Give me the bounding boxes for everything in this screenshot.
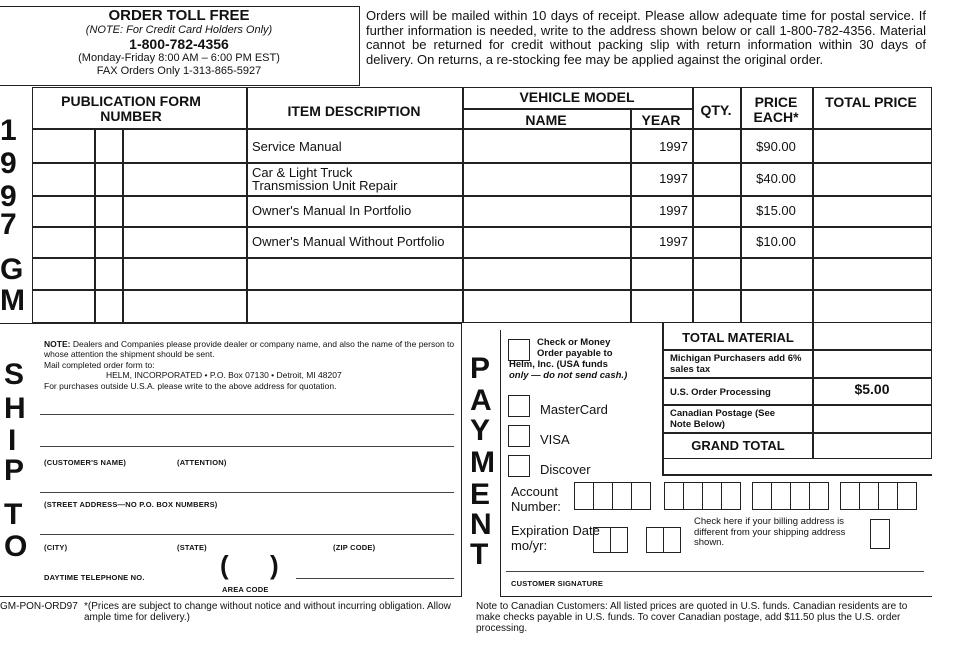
ship-letter-o: O — [4, 530, 28, 563]
ship-note-text: Dealers and Companies please provide dealer or company name, and also the name of the person to whose attention the shipment should be sent. — [44, 339, 455, 359]
side-letter-1: 1 — [0, 114, 17, 147]
order-title: ORDER TOLL FREE — [108, 7, 250, 24]
pay-letter-a: A — [470, 384, 492, 417]
grand-total-label: GRAND TOTAL — [691, 438, 785, 453]
billing-different-note: Check here if your billing address is different from your shipping address shown. — [694, 516, 846, 548]
area-code-close-paren: ) — [270, 550, 279, 580]
account-digit-box[interactable] — [702, 482, 722, 510]
mastercard-label: MasterCard — [540, 402, 608, 417]
row-1-year: 1997 — [659, 138, 688, 154]
ship-letter-p: P — [4, 454, 25, 487]
col-line-qty — [692, 87, 694, 323]
account-digit-box[interactable] — [878, 482, 898, 510]
street-label: (STREET ADDRESS—NO P.O. BOX NUMBERS) — [44, 500, 218, 509]
ship-letter-h: H — [4, 392, 26, 425]
row-4-item: Owner's Manual Without Portfolio — [252, 234, 445, 249]
row-line-4 — [32, 257, 932, 259]
pay-letter-y: Y — [470, 414, 491, 447]
account-digit-box[interactable] — [809, 482, 829, 510]
check-line-2: Order payable to — [537, 348, 613, 359]
col-publication-header: PUBLICATION FORM NUMBER — [61, 93, 201, 124]
col-name-header: NAME — [525, 112, 567, 128]
total-material-label: TOTAL MATERIAL — [682, 330, 794, 345]
account-digit-box[interactable] — [721, 482, 741, 510]
ship-line-name — [40, 446, 454, 447]
row-3-year: 1997 — [659, 203, 688, 218]
ship-note-label: NOTE: — [44, 339, 71, 349]
row-1-price: $90.00 — [756, 138, 796, 154]
col-price-header: PRICE EACH* — [753, 94, 799, 125]
vehicle-sub-divider — [462, 108, 692, 110]
check-line-3: Helm, Inc. (USA funds — [509, 359, 608, 370]
visa-label: VISA — [540, 432, 570, 447]
account-digit-box[interactable] — [859, 482, 879, 510]
account-digit-box[interactable] — [593, 482, 613, 510]
us-processing-label: U.S. Order Processing — [670, 387, 771, 398]
billing-different-checkbox[interactable] — [870, 519, 890, 549]
row-2-item: Car & Light Truck Transmission Unit Repair — [252, 164, 398, 193]
totals-row-4 — [662, 432, 932, 434]
account-digit-box[interactable] — [771, 482, 791, 510]
ship-letter-t: T — [4, 498, 23, 531]
row-4-year: 1997 — [659, 234, 688, 249]
col-vehicle-header: VEHICLE MODEL — [519, 89, 635, 105]
exp-month-box-1[interactable] — [593, 527, 611, 553]
side-letter-7: 7 — [0, 208, 17, 241]
ship-line-city — [40, 534, 454, 535]
mastercard-checkbox[interactable] — [508, 395, 530, 417]
ship-mail-to: Mail completed order form to: — [44, 360, 155, 370]
check-money-order-text — [509, 337, 659, 381]
row-2-price: $40.00 — [756, 171, 796, 186]
account-digit-box[interactable] — [664, 482, 684, 510]
account-digit-box[interactable] — [752, 482, 772, 510]
ship-line-street — [40, 492, 454, 493]
discover-checkbox[interactable] — [508, 455, 530, 477]
side-letter-9a: 9 — [0, 147, 17, 180]
totals-row-2 — [662, 377, 932, 379]
area-code-open-paren: ( — [220, 550, 229, 580]
account-number-label: Account Number: — [511, 484, 561, 514]
account-digit-box[interactable] — [897, 482, 917, 510]
order-phone: 1-800-782-4356 — [129, 36, 229, 52]
col-item-header: ITEM DESCRIPTION — [287, 103, 421, 119]
ship-line-1 — [40, 414, 454, 415]
phone-line — [296, 578, 454, 579]
payment-method-bottom — [662, 474, 932, 476]
customer-name-label: (CUSTOMER'S NAME) — [44, 458, 127, 467]
canadian-note: Note to Canadian Customers: All listed prices are quoted in U.S. funds. Canadian residents are to make checks payable in U.S. funds. To cover Canadian postage, add $11.50 plus the U.S. order processing. — [476, 601, 908, 634]
customer-signature-label: CUSTOMER SIGNATURE — [511, 579, 604, 588]
col-qty-header: QTY. — [700, 102, 732, 118]
ship-address: HELM, INCORPORATED • P.O. Box 07130 • Detroit, MI 48207 — [106, 370, 342, 380]
account-digit-box[interactable] — [840, 482, 860, 510]
pay-letter-p: P — [470, 352, 491, 385]
mail-notice: Orders will be mailed within 10 days of receipt. Please allow adequate time for postal service. If further information is needed, write to the address shown below or call 1-800-782-4356. Material cannot be returned for credit without packing slip with return information within 30 days of delivery. On returns, a re-stocking fee may be applied against the original order. — [366, 8, 926, 67]
expiration-label: Expiration Date mo/yr: — [511, 523, 600, 553]
col-total-header: TOTAL PRICE — [825, 94, 917, 110]
attention-label: (ATTENTION) — [177, 458, 227, 467]
side-letter-g: G — [0, 253, 24, 286]
col-year-header: YEAR — [641, 112, 681, 128]
signature-line — [506, 571, 924, 572]
row-line-5 — [32, 289, 932, 291]
account-digit-box[interactable] — [683, 482, 703, 510]
col-line-name — [462, 87, 464, 323]
ship-letter-i: I — [8, 424, 17, 457]
exp-year-box-2[interactable] — [663, 527, 681, 553]
pay-letter-t: T — [470, 538, 489, 571]
state-label: (STATE) — [177, 543, 207, 552]
col-line-total — [812, 87, 814, 323]
check-line-4: only — do not send cash.) — [509, 370, 628, 381]
account-digit-box[interactable] — [790, 482, 810, 510]
exp-year-box-1[interactable] — [646, 527, 664, 553]
form-code: GM-PON-ORD97 — [0, 601, 78, 612]
order-fax: FAX Orders Only 1-313-865-5927 — [96, 65, 262, 77]
account-digit-box[interactable] — [612, 482, 632, 510]
pay-letter-m: M — [470, 446, 495, 479]
us-processing-value: $5.00 — [854, 381, 890, 397]
row-4-price: $10.00 — [756, 234, 796, 249]
col-line-item — [246, 87, 248, 323]
ship-outside: For purchases outside U.S.A. please write to the above address for quotation. — [44, 381, 337, 391]
row-3-price: $15.00 — [756, 203, 796, 218]
ship-note — [44, 339, 456, 359]
pay-letter-e: E — [470, 478, 491, 511]
account-digit-box[interactable] — [574, 482, 594, 510]
prices-note: *(Prices are subject to change without notice and without incurring obligation. Allow ample time for delivery.) — [84, 601, 451, 623]
discover-label: Discover — [540, 462, 591, 477]
area-code-label: AREA CODE — [222, 585, 269, 594]
order-toll-free-block — [0, 8, 358, 78]
check-line-1: Check or Money — [537, 337, 611, 348]
ship-letter-s: S — [4, 358, 25, 391]
account-digit-box[interactable] — [631, 482, 651, 510]
pay-letter-n: N — [470, 508, 492, 541]
side-letter-m: M — [0, 284, 25, 317]
city-label: (CITY) — [44, 543, 68, 552]
exp-month-box-2[interactable] — [610, 527, 628, 553]
side-letter-9b: 9 — [0, 180, 17, 213]
canadian-postage-label: Canadian Postage (See Note Below) — [670, 408, 776, 430]
order-hours: (Monday-Friday 8:00 AM – 6:00 PM EST) — [78, 52, 280, 64]
row-3-item: Owner's Manual In Portfolio — [252, 203, 412, 218]
row-2-year: 1997 — [659, 171, 688, 186]
zip-label: (ZIP CODE) — [333, 543, 376, 552]
phone-label: DAYTIME TELEPHONE NO. — [44, 573, 145, 582]
order-note: (NOTE: For Credit Card Holders Only) — [85, 24, 273, 36]
michigan-tax-label: Michigan Purchasers add 6% sales tax — [670, 353, 802, 375]
row-1-item: Service Manual — [252, 138, 342, 154]
visa-checkbox[interactable] — [508, 425, 530, 447]
